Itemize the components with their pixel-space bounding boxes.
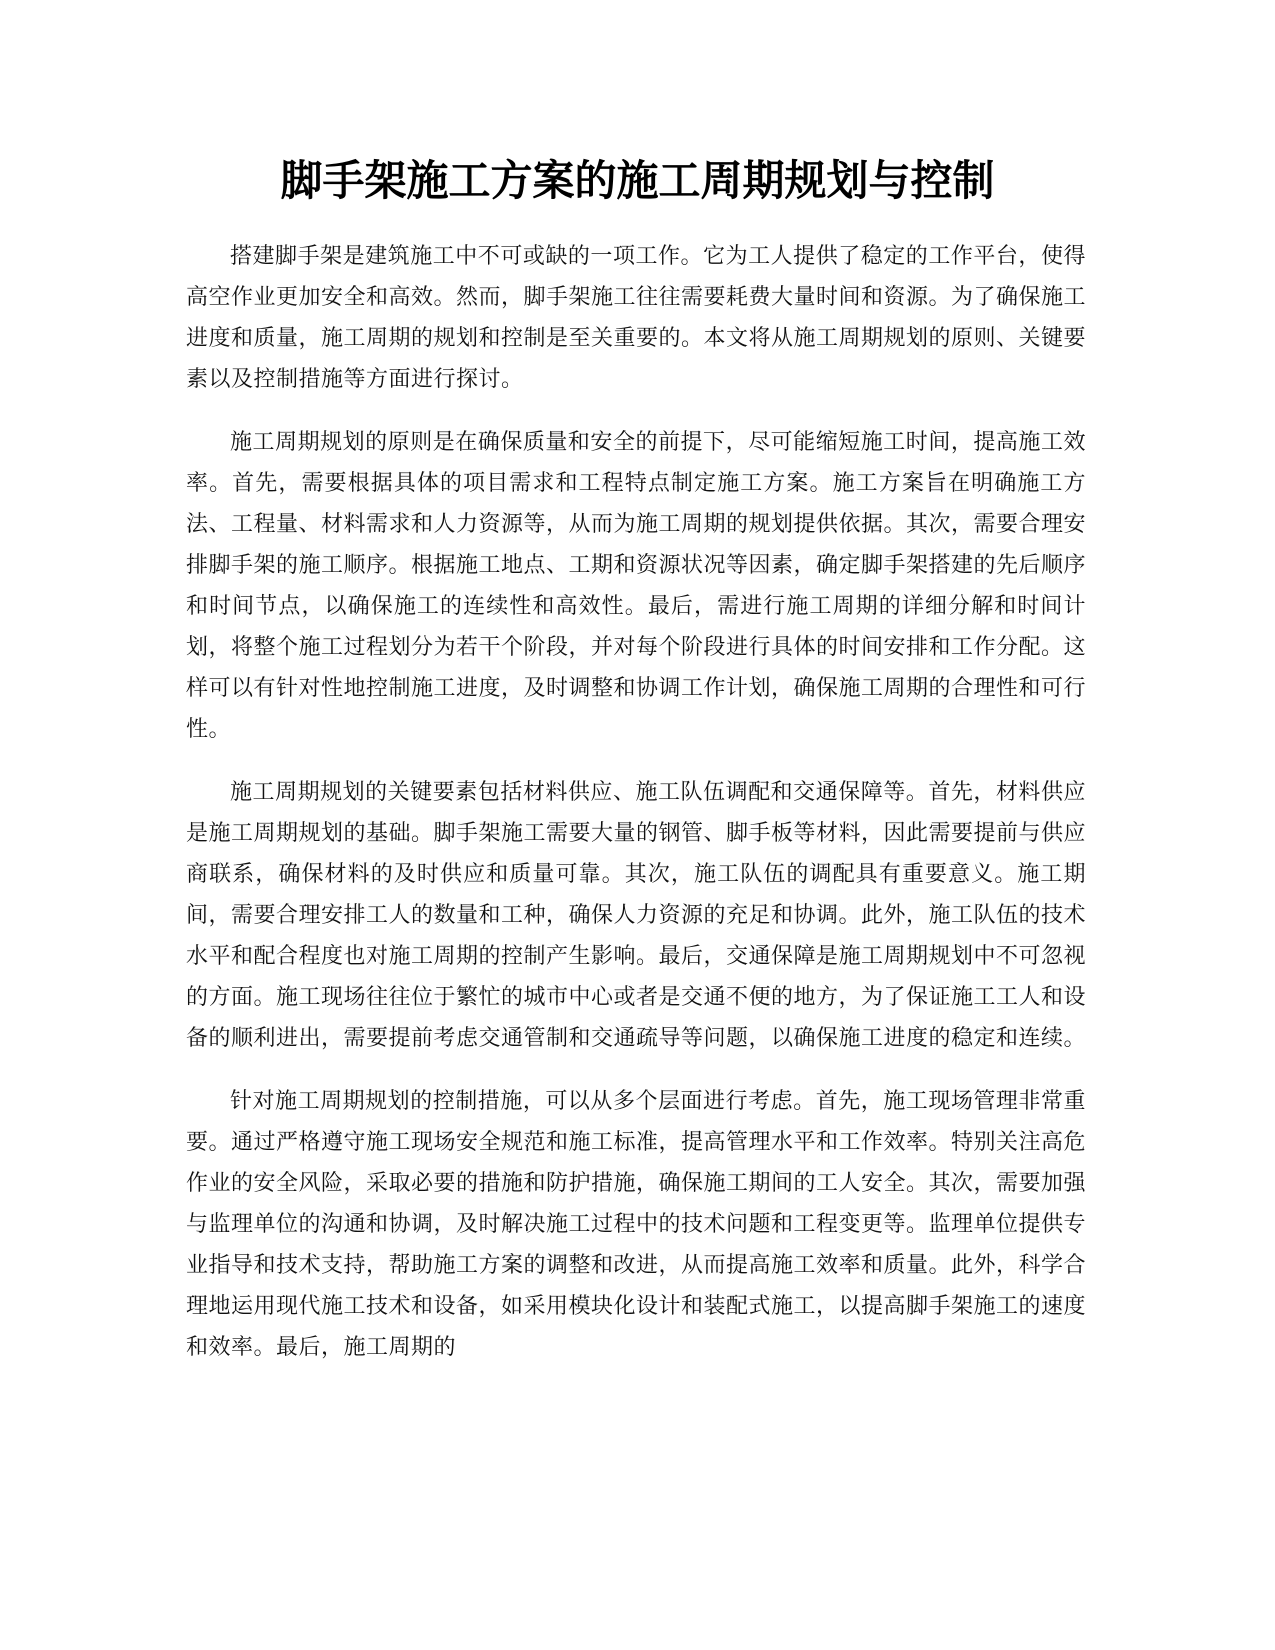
document-body — [186, 236, 1086, 1390]
paragraph-3: 施工周期规划的关键要素包括材料供应、施工队伍调配和交通保障等。首先，材料供应是施工周期规划的基础。脚手架施工需要大量的钢管、脚手板等材料，因此需要提前与供应商联系，确保材料的及时供应和质量可靠。其次，施工队伍的调配具有重要意义。施工期间，需要合理安排工人的数量和工种，确保人力资源的充足和协调。此外，施工队伍的技术水平和配合程度也对施工周期的控制产生影响。最后，交通保障是施工周期规划中不可忽视的方面。施工现场往往位于繁忙的城市中心或者是交通不便的地方，为了保证施工工人和设备的顺利进出，需要提前考虑交通管制和交通疏导等问题，以确保施工进度的稳定和连续。 — [186, 780, 1087, 1051]
paragraph-1: 搭建脚手架是建筑施工中不可或缺的一项工作。它为工人提供了稳定的工作平台，使得高空作业更加安全和高效。然而，脚手架施工往往需要耗费大量时间和资源。为了确保施工进度和质量，施工周期的规划和控制是至关重要的。本文将从施工周期规划的原则、关键要素以及控制措施等方面进行探讨。 — [186, 244, 1087, 392]
paragraph-2: 施工周期规划的原则是在确保质量和安全的前提下，尽可能缩短施工时间，提高施工效率。首先，需要根据具体的项目需求和工程特点制定施工方案。施工方案旨在明确施工方法、工程量、材料需求和人力资源等，从而为施工周期的规划提供依据。其次，需要合理安排脚手架的施工顺序。根据施工地点、工期和资源状况等因素，确定脚手架搭建的先后顺序和时间节点，以确保施工的连续性和高效性。最后，需进行施工周期的详细分解和时间计划，将整个施工过程划分为若干个阶段，并对每个阶段进行具体的时间安排和工作分配。这样可以有针对性地控制施工进度，及时调整和协调工作计划，确保施工周期的合理性和可行性。 — [186, 430, 1087, 742]
document-title: 脚手架施工方案的施工周期规划与控制 — [280, 156, 995, 205]
paragraph-4: 针对施工周期规划的控制措施，可以从多个层面进行考虑。首先，施工现场管理非常重要。通过严格遵守施工现场安全规范和施工标准，提高管理水平和工作效率。特别关注高危作业的安全风险，采取必要的措施和防护措施，确保施工期间的工人安全。其次，需要加强与监理单位的沟通和协调，及时解决施工过程中的技术问题和工程变更等。监理单位提供专业指导和技术支持，帮助施工方案的调整和改进，从而提高施工效率和质量。此外，科学合理地运用现代施工技术和设备，如采用模块化设计和装配式施工，以提高脚手架施工的速度和效率。最后，施工周期的 — [186, 1089, 1087, 1360]
